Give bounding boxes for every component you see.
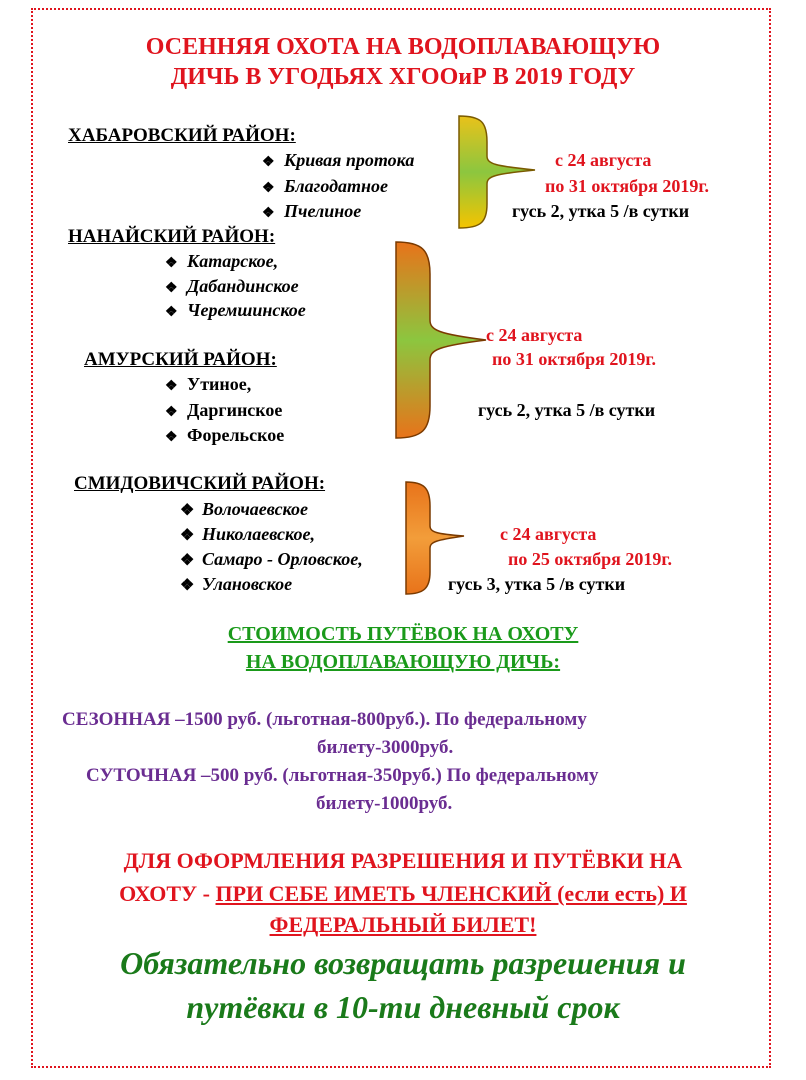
daily-price-line-2: билету-1000руб. [316,793,453,814]
page-title-line-2: ДИЧЬ В УГОДЬЯХ ХГООиР В 2019 ГОДУ [170,64,636,90]
amur-date-from: с 24 августа [486,325,583,345]
district-amur: АМУРСКИЙ РАЙОН: [84,349,277,370]
place-item: ❖ Самаро - Орловское, [180,549,363,569]
amur-limit: гусь 2, утка 5 /в сутки [478,400,656,420]
diamond-bullet-icon: ❖ [165,379,178,394]
smidovich-limit: гусь 3, утка 5 /в сутки [448,574,626,594]
diamond-bullet-icon: ❖ [180,577,195,594]
daily-price-line-1: СУТОЧНАЯ –500 руб. (льготная-350руб.) По федеральному [86,765,599,786]
place-item: ❖ Даргинское [165,400,283,420]
diamond-bullet-icon: ❖ [180,552,195,569]
place-item: ❖ Форельское [165,425,285,445]
amur-date-to: по 31 октября 2019г. [492,349,656,369]
place-item: ❖ Волочаевское [180,499,308,519]
place-item: ❖ Дабандинское [165,276,299,296]
place-item: ❖ Николаевское, [180,524,315,544]
khabarovsk-limit: гусь 2, утка 5 /в сутки [512,201,690,221]
diamond-bullet-icon: ❖ [165,256,178,271]
smidovich-date-from: с 24 августа [500,524,597,544]
district-khabarovsk: ХАБАРОВСКИЙ РАЙОН: [68,125,296,146]
district-nanai: НАНАЙСКИЙ РАЙОН: [68,226,276,247]
place-item: ❖ Пчелиное [262,201,362,221]
place-item: ❖ Черемшинское [165,300,306,320]
notice-line-2: ОХОТУ - ПРИ СЕБЕ ИМЕТЬ ЧЛЕНСКИЙ (если есть) И [119,881,687,906]
return-notice-line-1: Обязательно возвращать разрешения и [120,945,686,981]
diamond-bullet-icon: ❖ [165,305,178,320]
khabarovsk-date-to: по 31 октября 2019г. [545,176,709,196]
diamond-bullet-icon: ❖ [165,405,178,420]
return-notice-line-2: путёвки в 10-ти дневный срок [186,989,620,1025]
place-item: ❖ Благодатное [262,176,388,196]
smidovich-date-to: по 25 октября 2019г. [508,549,672,569]
seasonal-price-line-2: билету-3000руб. [317,737,454,758]
diamond-bullet-icon: ❖ [165,430,178,445]
page-title-line-1: ОСЕННЯЯ ОХОТА НА ВОДОПЛАВАЮЩУЮ [145,34,661,60]
place-item: ❖ Кривая протока [262,150,415,170]
diamond-bullet-icon: ❖ [262,155,275,170]
seasonal-price-line-1: СЕЗОННАЯ –1500 руб. (льготная-800руб.). По федеральному [62,709,587,730]
diamond-bullet-icon: ❖ [262,206,275,221]
cost-heading-line-1: СТОИМОСТЬ ПУТЁВОК НА ОХОТУ [227,623,579,645]
diamond-bullet-icon: ❖ [180,502,195,519]
cost-heading-line-2: НА ВОДОПЛАВАЮЩУЮ ДИЧЬ: [245,651,561,673]
district-smidovich: СМИДОВИЧСКИЙ РАЙОН: [74,473,326,494]
place-item: ❖ Улановское [180,574,293,594]
brace-nanai-amur-icon [392,238,492,443]
notice-line-3: ФЕДЕРАЛЬНЫЙ БИЛЕТ! [269,912,537,937]
place-item: ❖ Утиное, [165,374,252,394]
diamond-bullet-icon: ❖ [262,181,275,196]
notice-line-1: ДЛЯ ОФОРМЛЕНИЯ РАЗРЕШЕНИЯ И ПУТЁВКИ НА [123,848,683,873]
khabarovsk-date-from: с 24 августа [555,150,652,170]
diamond-bullet-icon: ❖ [165,281,178,296]
place-item: ❖ Катарское, [165,251,279,271]
diamond-bullet-icon: ❖ [180,527,195,544]
